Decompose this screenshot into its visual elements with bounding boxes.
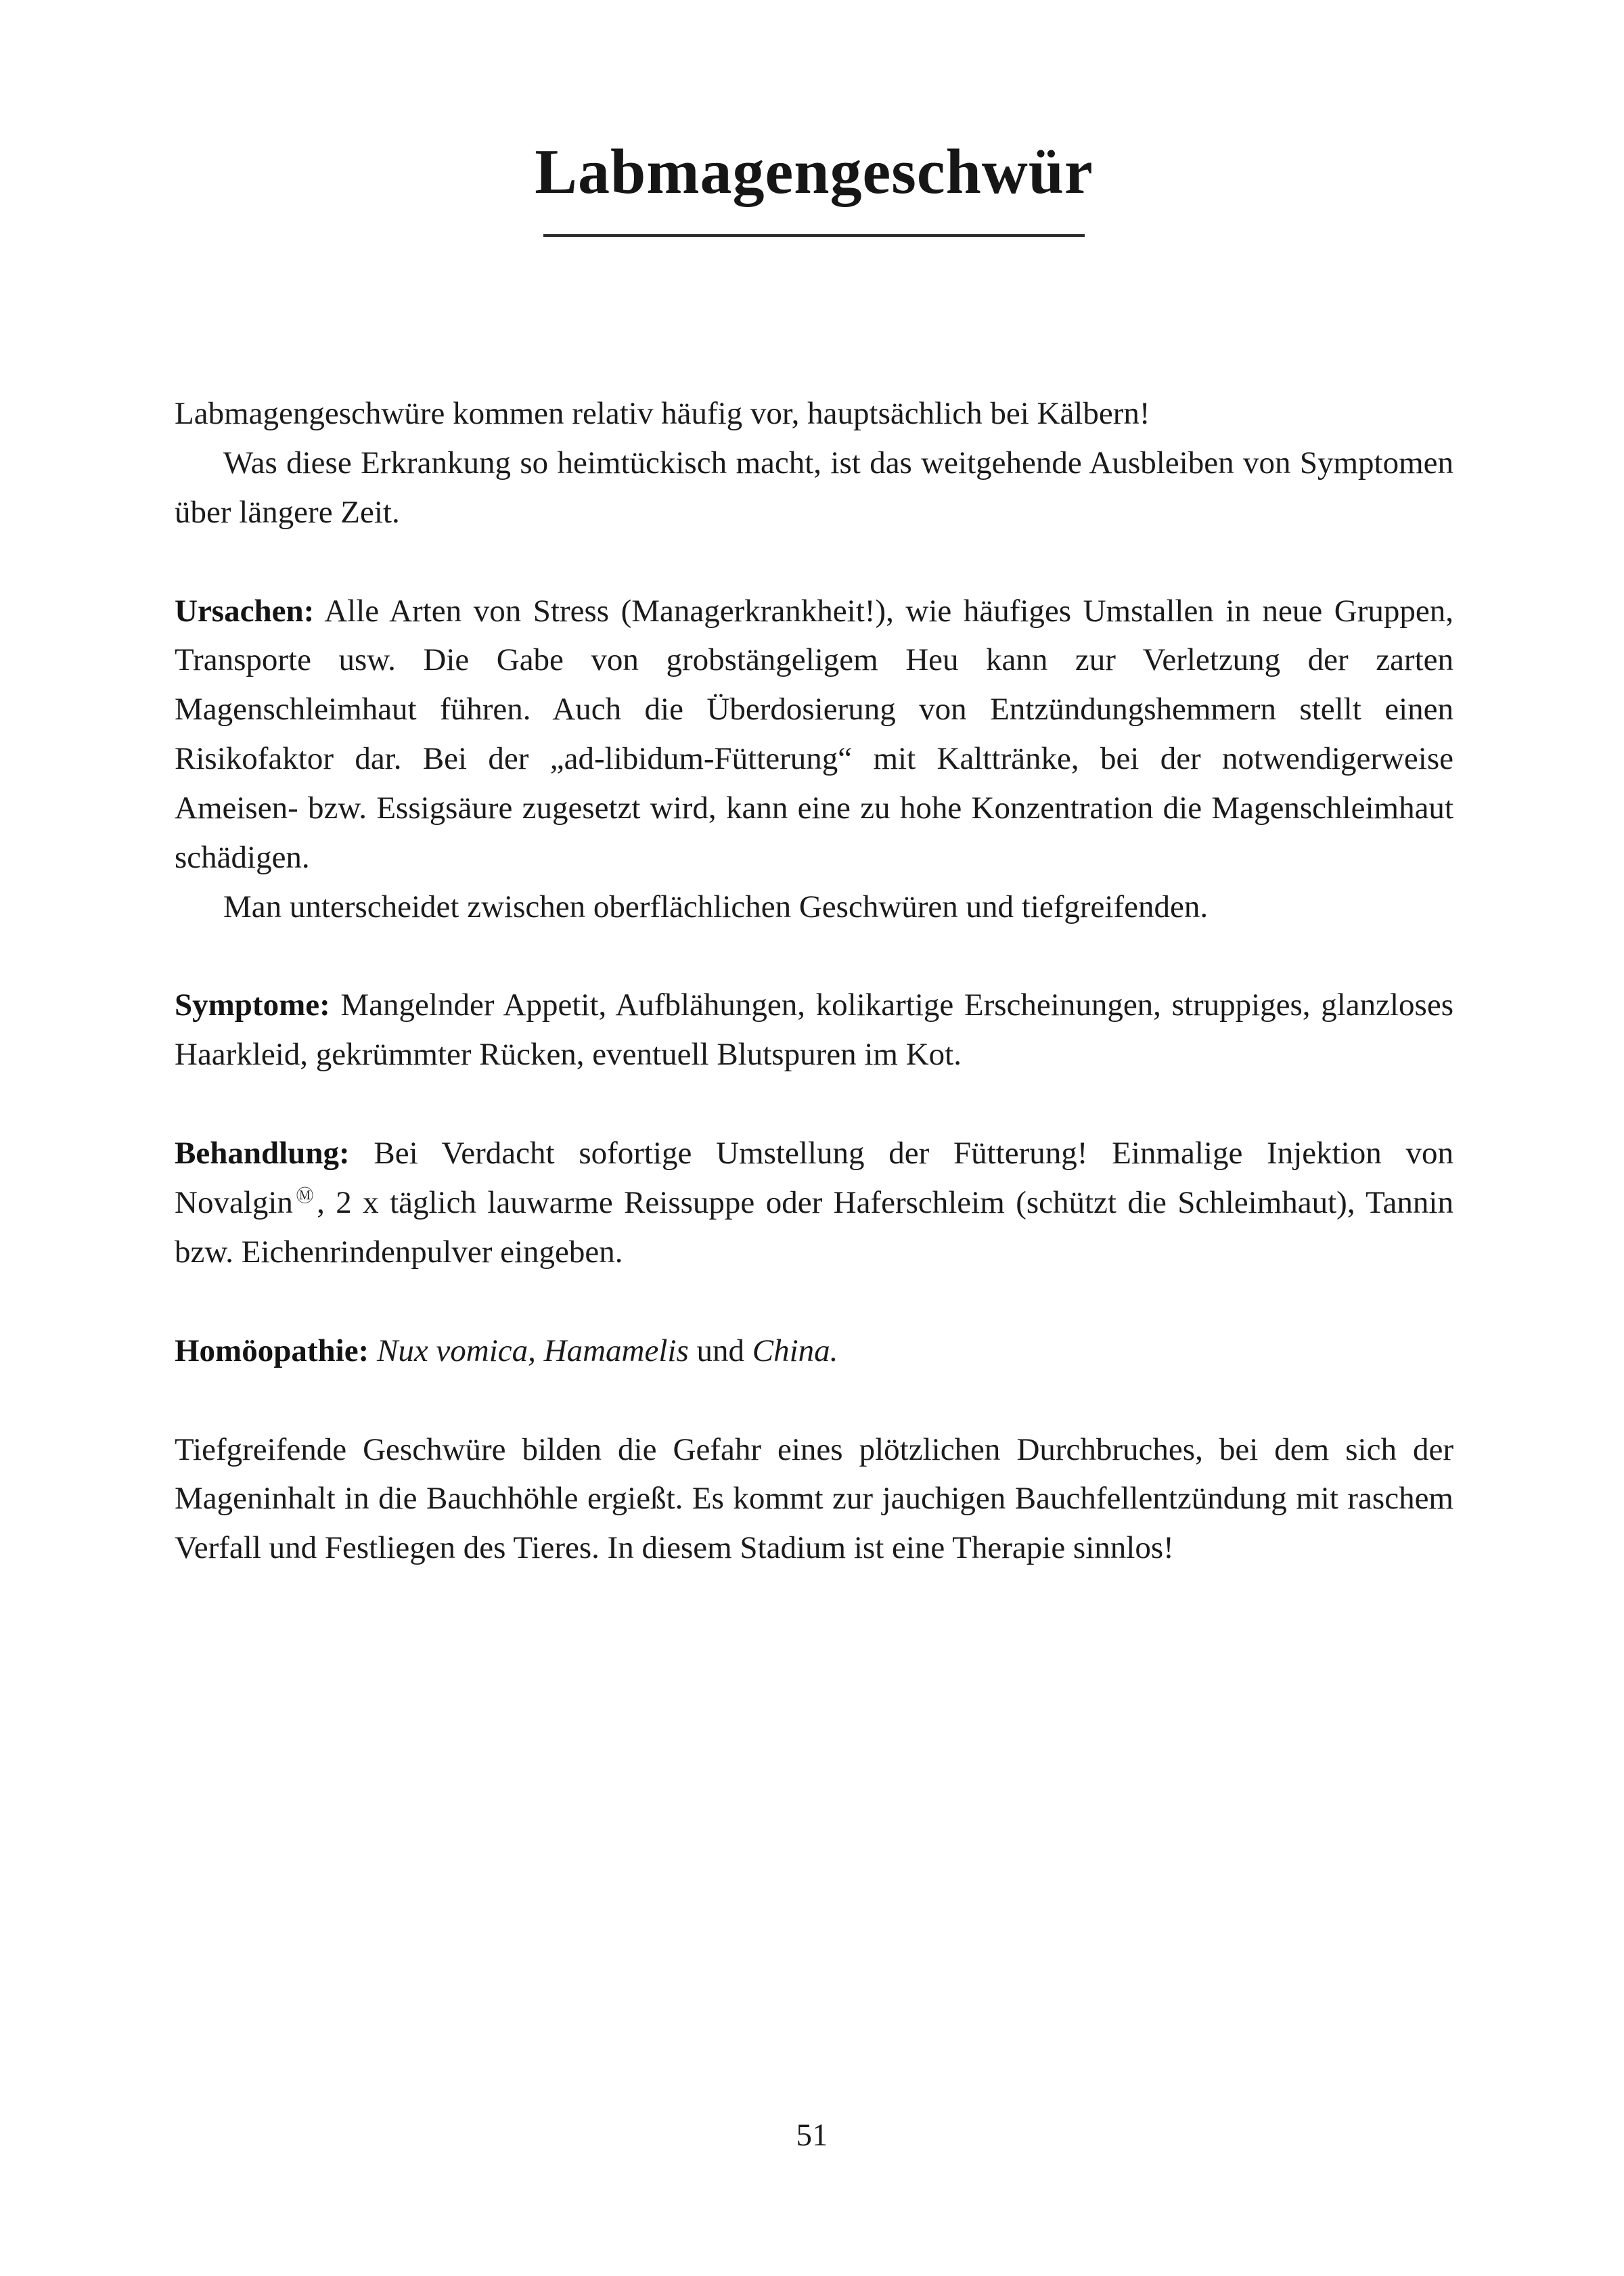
closing-paragraph: Tiefgreifende Geschwüre bilden die Gefahr eines plötzlichen Durchbruches, bei dem sich der Mageninhalt in die Bauchhöhle ergießt. Es kommt zur jauchigen Bauchfellentzündung mit raschem Verfall und Festliegen des Tieres. In diesem Stadium ist eine Therapie sinnlos!	[175, 1431, 1453, 1566]
homoeopathie-label: Homöopathie:	[175, 1333, 369, 1368]
homoeopathie-paragraph	[175, 1326, 1453, 1376]
page-body	[175, 389, 1453, 1573]
trademark-symbol: Ⓜ	[292, 1186, 317, 1206]
intro-paragraph-1: Labmagengeschwüre kommen relativ häufig vor, hauptsächlich bei Kälbern!	[175, 396, 1150, 431]
behandlung-text-after: , 2 x täglich lauwarme Reissuppe oder Haferschleim (schützt die Schleimhaut), Tannin bzw. Eichenrindenpulver eingeben.	[175, 1184, 1453, 1270]
homoeopathie-remedies: Nux vomica, Hamamelis	[369, 1333, 689, 1368]
behandlung-paragraph	[175, 1129, 1453, 1277]
symptome-paragraph	[175, 981, 1453, 1079]
ursachen-text: Alle Arten von Stress (Managerkrankheit!), wie häufiges Umstallen in neue Gruppen, Transporte usw. Die Gabe von grobstängeligem Heu kann zur Verletzung der zarten Magenschleimhaut führen. Auch die Überdosierung von Entzündungshemmern stellt einen Risikofaktor dar. Bei der „ad-libidum-Fütterung“ mit Kalttränke, bei der notwendigerweise Ameisen- bzw. Essigsäure zugesetzt wird, kann eine zu hohe Konzentration die Magenschleimhaut schädigen.	[175, 593, 1453, 875]
ursachen-label: Ursachen:	[175, 593, 315, 629]
ursachen-addendum: Man unterscheidet zwischen oberflächlichen Geschwüren und tiefgreifenden.	[223, 889, 1209, 924]
page-title: Labmagengeschwür	[535, 137, 1093, 207]
intro-paragraph-2: Was diese Erkrankung so heimtückisch macht, ist das weitgehende Ausbleiben von Symptomen über längere Zeit.	[175, 445, 1453, 530]
ursachen-paragraph	[175, 587, 1453, 883]
behandlung-text-before: Bei Verdacht sofortige Umstellung der Fütterung! Einmalige Injektion von Novalgin	[175, 1136, 1453, 1220]
homoeopathie-conjunction: und	[688, 1333, 752, 1368]
behandlung-label: Behandlung:	[175, 1136, 350, 1172]
symptome-label: Symptome:	[175, 987, 330, 1023]
page-number: 51	[796, 2118, 828, 2153]
symptome-text: Mangelnder Appetit, Aufblähungen, kolikartige Erscheinungen, struppiges, glanzloses Haarkleid, gekrümmter Rücken, eventuell Blutspuren im Kot.	[175, 987, 1453, 1073]
homoeopathie-remedy-2: China.	[752, 1333, 838, 1368]
title-underline	[543, 234, 1085, 237]
